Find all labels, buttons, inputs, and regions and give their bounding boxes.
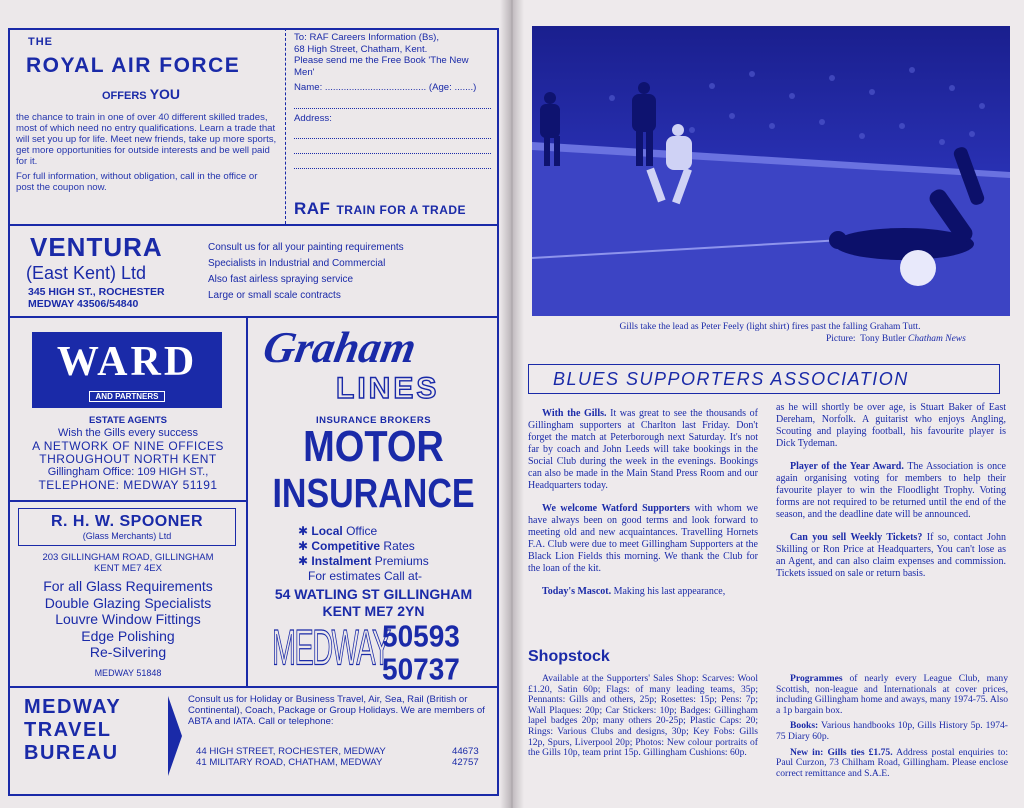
raf-title: ROYAL AIR FORCE	[26, 54, 241, 77]
ward-advert	[8, 318, 248, 502]
bsa-column-right	[776, 402, 1006, 580]
bsa-title: BLUES SUPPORTERS ASSOCIATION	[553, 369, 909, 389]
match-photo-image	[532, 26, 1010, 316]
medway-outline-text: MEDWAY	[272, 620, 390, 676]
bsa-heading-box	[528, 364, 1000, 394]
bsa-paragraph: Today's Mascot. Making his last appearance,	[542, 586, 726, 597]
bsa-paragraph: Player of the Year Award. The Association is once again organising voting for members to help their favourite player to win the Floodlight Trophy. Voting forms are not required to be returned until the end of the season, and the deadline date will be announced.	[776, 461, 1006, 520]
ventura-sub: (East Kent) Ltd	[26, 263, 147, 283]
spooner-advert	[8, 502, 248, 688]
raf-slogan: RAF TRAIN FOR A TRADE	[294, 198, 467, 218]
graham-phones: 50593 50737	[382, 618, 460, 686]
travel-name: MEDWAY TRAVEL BUREAU	[24, 696, 122, 764]
medway-travel-advert	[8, 688, 499, 796]
match-photo	[532, 26, 1010, 316]
ventura-address: 345 HIGH ST., ROCHESTER MEDWAY 43506/54840	[28, 286, 165, 310]
photo-credit: Picture: Tony Butler Chatham News	[826, 334, 966, 344]
ventura-services: Consult us for all your painting requirements Specialists in Industrial and Commercial Also fast airless spraying service Large or small scale contracts	[208, 242, 404, 301]
ward-logo: WARD AND PARTNERS	[32, 332, 222, 408]
raf-coupon: To: RAF Careers Information (Bs), 68 High Street, Chatham, Kent. Please send me the Free Book 'The New Men' Name: ...................................... (Age: .......) Address: RAF TRAIN FOR A TRADE	[285, 28, 499, 224]
insurance-brokers-label: INSURANCE BROKERS	[315, 415, 432, 426]
insurance-heading: INSURANCE	[272, 471, 475, 517]
spooner-header: R. H. W. SPOONER (Glass Merchants) Ltd	[18, 508, 236, 546]
lines-logo: LINES	[336, 372, 440, 405]
shopstock-paragraph: Programmes of nearly every League Club, many Scottish, non-league and Internationals at cover prices, including Gillingham home and aways, many 1974-75. Also a 1p bargain box.	[776, 673, 1008, 716]
ventura-name: VENTURA	[30, 232, 163, 262]
raf-body: the chance to train in one of over 40 different skilled trades, most of which need no entry qualifications. Learn a trade that will set you up for life. Meet new friends, take up more sports, get more opportunities for outside interests and be well paid for it. For full information, without obligation, call in the office or post the coupon now.	[16, 112, 277, 193]
shopstock-column-right	[776, 674, 1008, 779]
shopstock-column-left: Available at the Supporters' Sales Shop: Scarves: Wool £1.20, Satin 60p; Flags: of many leading teams, 35p; Pennants: Gills and others, 25p; Rosettes: 15p; Pens: 7p; Wall Plaques: 20p; Car Stickers: 10p; Badges: Gillingham lapel badges 20p; many others 20-25p; Plastic Caps: 20; Rings: Various Clubs and designs, 30p; Key Fobs: Gills 12p, Spurs, Liverpool 20p; Photos: New colour portraits of the Gills 10p, team print 15p. Gillingham Cushions: 60p.	[528, 673, 758, 759]
graham-script-logo: Graham	[259, 323, 420, 372]
ward-text: ESTATE AGENTS Wish the Gills every success A NETWORK OF NINE OFFICES THROUGHOUT NORTH KENT Gillingham Office: 109 HIGH ST., TELEPHONE: MEDWAY 51191	[32, 415, 224, 492]
bsa-paragraph: Can you sell Weekly Tickets? If so, contact John Skilling or Ron Price at Headquarters, You can't lose as an Agent, and can also claim expenses and commission. Tickets issued on sale or return basis.	[776, 532, 1006, 579]
bsa-paragraph: as he will shortly be over age, is Stuart Baker of East Dereham, Norfolk. A guitarist who enjoys Angling, Scouting and playing football, his favourite player is Dick Tydeman.	[776, 402, 1006, 449]
travel-offices: 44 HIGH STREET, ROCHESTER, MEDWAY 44673 41 MILITARY ROAD, CHATHAM, MEDWAY 42757	[196, 746, 479, 768]
travel-text: Consult us for Holiday or Business Travel, Air, Sea, Rail (British or Continental), Coach, Package or Group Holidays. We are members of ABTA and IATA. Call or telephone:	[188, 694, 485, 727]
graham-bullets: ✱ Local Office ✱ Competitive Rates ✱ Instalment Premiums For estimates Call at-	[298, 524, 429, 583]
spooner-address: 203 GILLINGHAM ROAD, GILLINGHAM KENT ME7 4EX	[42, 552, 214, 574]
arrow-icon	[168, 696, 182, 776]
page-gutter	[500, 0, 524, 808]
graham-address: 54 WATLING ST GILLINGHAM KENT ME7 2YN	[274, 586, 473, 619]
spooner-services: For all Glass Requirements Double Glazing Specialists Louvre Window Fittings Edge Polishing Re-Silvering	[43, 578, 213, 660]
bsa-paragraph: With the Gills. It was great to see the thousands of Gillingham supporters at Charlton last Friday. Don't forget the match at Peterborough next Saturday. It's not far by coach and John Leeds will take bookings in the Social Club during the week in the evenings. Bookings can also be made in the Main Stand Press Room and our Headquarters today.	[528, 408, 758, 491]
shopstock-title: Shopstock	[528, 648, 610, 665]
graham-lines-advert	[248, 318, 499, 688]
ventura-advert	[8, 226, 499, 318]
raf-the: THE	[28, 36, 53, 48]
bsa-paragraph: We welcome Watford Supporters with whom we have always been on good terms and look forward to meeting old and new acquaintances. Travelling Hornets F.A. Club were due to meet Gillingham Supporters at the Black Lion Fields this morning. We thank the Club for the loan of the kit.	[528, 503, 758, 574]
spooner-phone: MEDWAY 51848	[94, 668, 162, 678]
shopstock-paragraph: New in: Gills ties £1.75. Address postal enquiries to: Paul Curzon, 73 Chilham Road, Gillingham. Please enclose correct remittance and S.A.E.	[776, 746, 1008, 779]
raf-offers: OFFERS YOU	[102, 86, 181, 102]
shopstock-paragraph: Books: Various handbooks 10p, Gills History 5p. 1974-75 Diary 60p.	[776, 720, 1008, 742]
motor-heading: MOTOR	[303, 422, 444, 472]
photo-caption: Gills take the lead as Peter Feely (light shirt) fires past the falling Graham Tutt.	[619, 322, 921, 332]
bsa-column-left	[528, 408, 758, 598]
raf-advert	[8, 28, 499, 226]
